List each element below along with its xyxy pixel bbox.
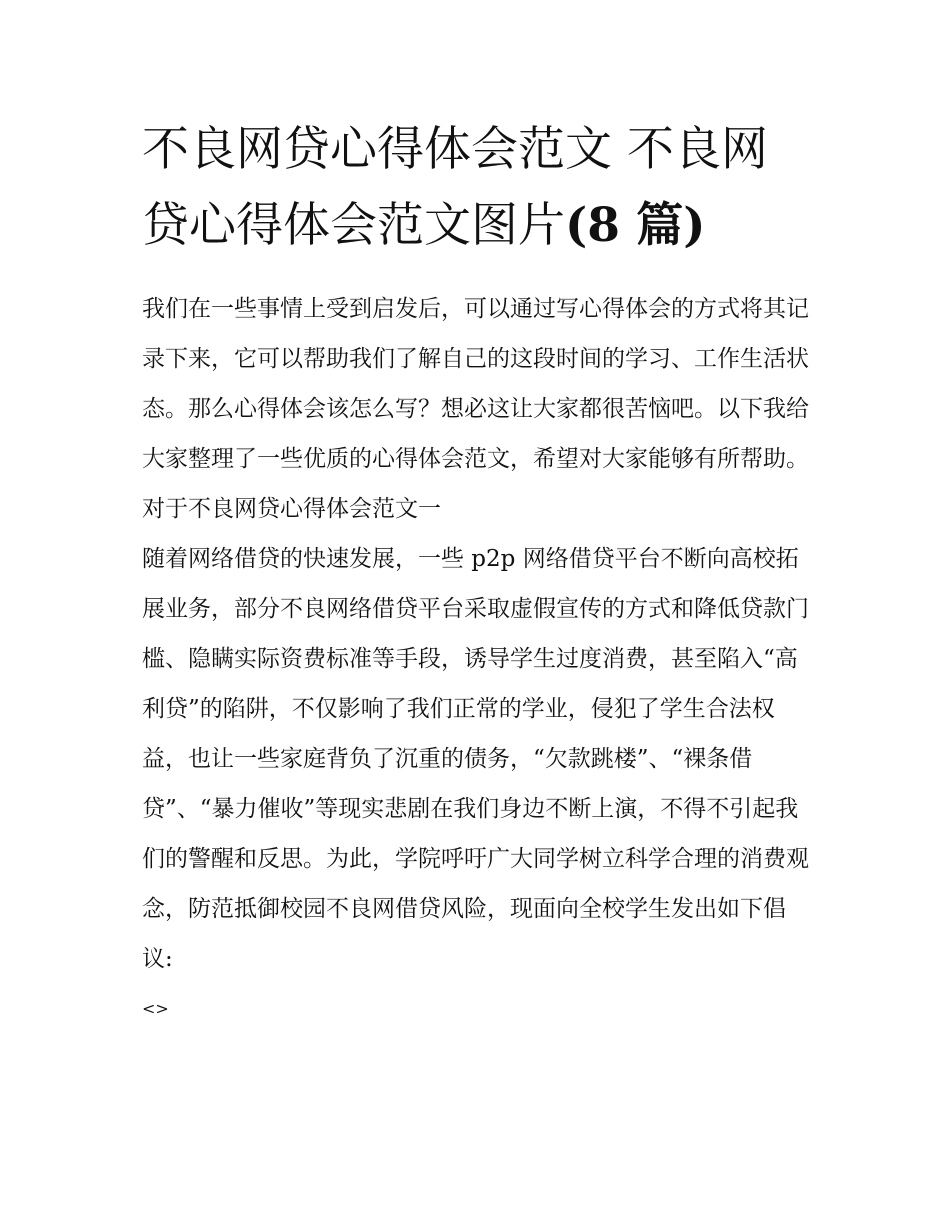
section-paragraph: 随着网络借贷的快速发展，一些 p2p 网络借贷平台不断向高校拓展业务，部分不良网络借贷平台采取虚假宣传的方式和降低贷款门槛、隐瞒实际资费标准等手段，诱导学生过度消费，甚至陷入“高利贷”的陷阱，不仅影响了我们正常的学业，侵犯了学生合法权益，也让一些家庭背负了沉重的债务，“欠款跳楼”、“裸条借贷”、“暴力催收”等现实悲剧在我们身边不断上演，不得不引起我们的警醒和反思。为此，学院呼吁广大同学树立科学合理的消费观念，防范抵御校园不良网借贷风险，现面向全校学生发出如下倡议: bbox=[142, 546, 809, 972]
document-page bbox=[142, 112, 814, 1034]
document-title bbox=[142, 112, 814, 264]
document-title-count: (8 篇) bbox=[565, 198, 706, 253]
intro-paragraph: 我们在一些事情上受到启发后，可以通过写心得体会的方式将其记录下来，它可以帮助我们了解自己的这段时间的学习、工作生活状态。那么心得体会该怎么写？想必这让大家都很苦恼吧。以下我给大家整理了一些优质的心得体会范文，希望对大家能够有所帮助。 bbox=[142, 296, 809, 472]
document-body bbox=[142, 284, 814, 1034]
document-title-main: 不良网贷心得体会范文 不良网贷心得体会范文图片 bbox=[142, 122, 768, 253]
trailing-marker: <> bbox=[142, 999, 169, 1018]
section-heading: 对于不良网贷心得体会范文一 bbox=[142, 496, 441, 522]
